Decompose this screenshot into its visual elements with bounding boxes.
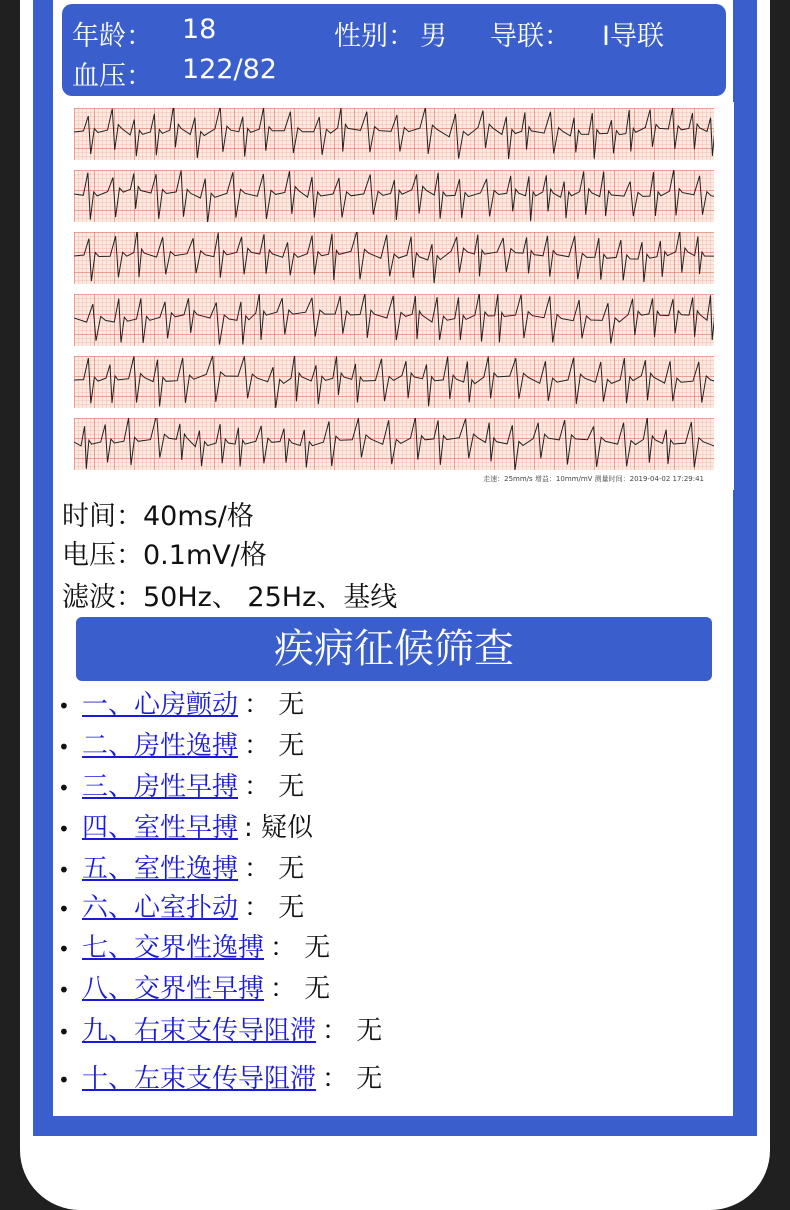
ecg-trace [74,170,714,222]
screening-item-result: ： 无 [244,893,305,923]
lead-value: I导联 [602,21,664,52]
screening-item [58,807,313,844]
bullet-icon: • [58,977,70,1002]
ecg-trace [74,356,714,408]
screening-item-link[interactable]: 四、室性早搏 [82,813,239,843]
bullet-icon: • [58,775,70,800]
age-label: 年龄： [72,21,153,52]
ecg-strip-6 [74,418,714,470]
filter-setting: 滤波：50Hz、 25Hz、基线 [62,582,398,613]
bullet-icon: • [58,1067,70,1092]
ecg-strip-2 [74,170,714,222]
screening-item [58,725,304,762]
screening-item-link[interactable]: 五、室性逸搏 [82,854,239,884]
bp-label: 血压： [72,61,153,92]
ecg-trace [74,232,714,284]
screening-item-link[interactable]: 一、心房颤动 [82,690,239,720]
screening-item [58,887,304,924]
bullet-icon: • [58,857,70,882]
ecg-chart [70,102,734,490]
lead-label: 导联： [490,21,571,52]
ecg-strip-1 [74,108,714,160]
screening-item-result: ： 无 [270,933,331,963]
screening-item-link[interactable]: 八、交界性早搏 [82,974,265,1004]
bullet-icon: • [58,734,70,759]
voltage-scale: 电压：0.1mV/格 [62,540,267,571]
screening-item-link[interactable]: 三、房性早搏 [82,772,239,802]
screening-item-result: : 疑似 [244,813,314,843]
screening-item-link[interactable]: 二、房性逸搏 [82,731,239,761]
screening-item-result: ： 无 [322,1016,383,1046]
bullet-icon: • [58,936,70,961]
screening-item [58,927,330,964]
bullet-icon: • [58,896,70,921]
screening-item [58,968,330,1005]
screening-item [58,1058,382,1095]
ecg-footer: 走速：25mm/s 增益：10mm/mV 测量时间：2019-04-02 17:29:41 [483,475,704,483]
screening-item-link[interactable]: 六、心室扑动 [82,893,239,923]
screening-title: 疾病征候筛查 [76,617,712,681]
screening-item-result: ： 无 [244,731,305,761]
screening-item-result: ： 无 [244,772,305,802]
screening-item-result: ： 无 [270,974,331,1004]
bullet-icon: • [58,1019,70,1044]
time-scale: 时间：40ms/格 [62,501,254,532]
screening-item-result: ： 无 [322,1064,383,1094]
screening-item-link[interactable]: 九、右束支传导阻滞 [82,1016,317,1046]
screening-item [58,684,304,721]
ecg-trace [74,108,714,160]
screening-item-link[interactable]: 十、左束支传导阻滞 [82,1064,317,1094]
bp-value: 122/82 [182,54,277,85]
screening-item [58,848,304,885]
ecg-trace [74,418,714,470]
age-value: 18 [182,14,217,45]
screening-item-result: ： 无 [244,854,305,884]
patient-info-panel [62,4,726,96]
ecg-trace [74,294,714,346]
ecg-strip-5 [74,356,714,408]
ecg-strip-4 [74,294,714,346]
gender-label: 性别： [334,21,415,52]
screening-item-result: ： 无 [244,690,305,720]
screening-item-link[interactable]: 七、交界性逸搏 [82,933,265,963]
ecg-strip-3 [74,232,714,284]
bullet-icon: • [58,816,70,841]
bullet-icon: • [58,693,70,718]
screening-item [58,766,304,803]
screening-item [58,1010,382,1047]
gender-value: 男 [420,21,447,52]
